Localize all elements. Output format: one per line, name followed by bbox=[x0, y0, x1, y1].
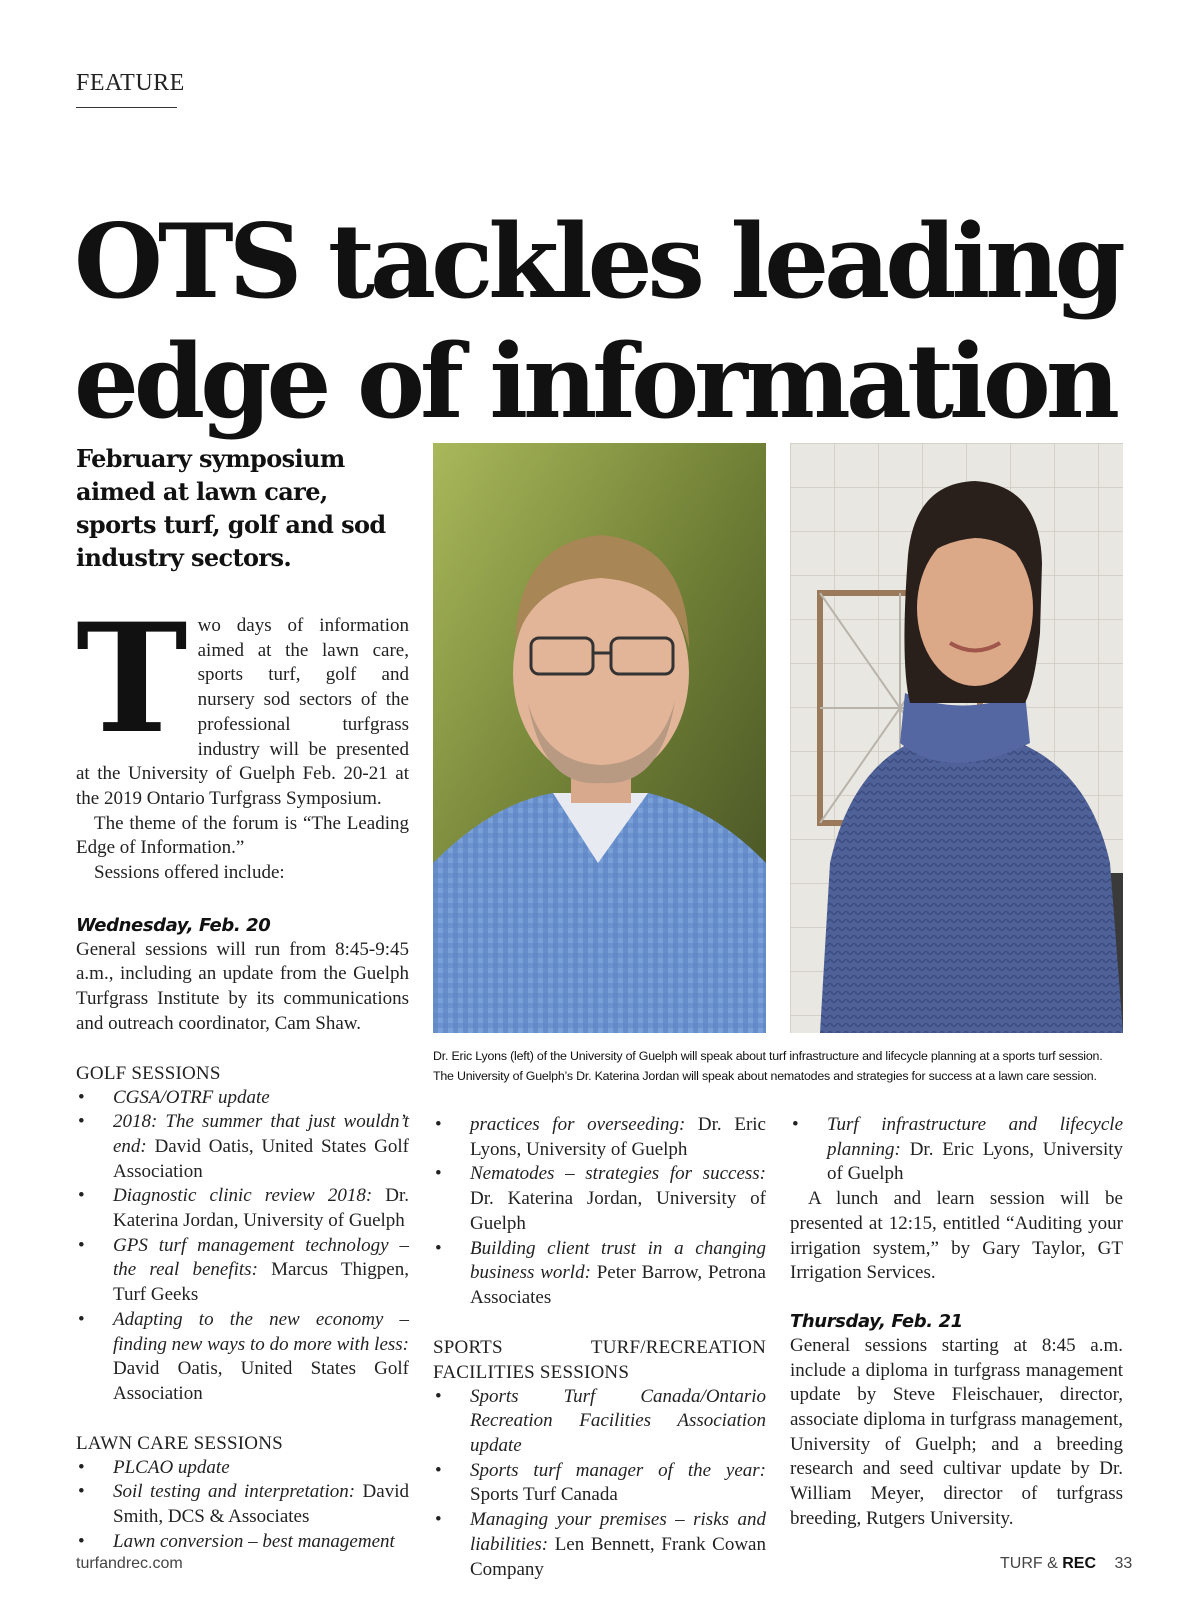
sports-turf-sessions-list-continued bbox=[790, 1113, 1123, 1187]
session-speaker: Dr. Eric Lyons, University of Guelph bbox=[470, 1114, 766, 1160]
sessions-intro: Sessions offered include: bbox=[94, 862, 285, 884]
section-rule bbox=[76, 107, 177, 108]
session-title: Diagnostic clinic review 2018: bbox=[113, 1185, 373, 1207]
session-title: CGSA/OTRF update bbox=[113, 1086, 270, 1108]
session-speaker: Dr. Katerina Jordan, University of Guelph bbox=[470, 1188, 766, 1234]
section-label: FEATURE bbox=[76, 70, 185, 96]
list-item bbox=[433, 1508, 766, 1582]
golf-sessions-heading: GOLF SESSIONS bbox=[76, 1062, 221, 1084]
session-title: Turf infrastructure and lifecycle planning: bbox=[827, 1114, 1123, 1160]
session-title: PLCAO update bbox=[113, 1456, 230, 1478]
sports-turf-sessions-list bbox=[433, 1385, 766, 1583]
golf-sessions-list bbox=[76, 1086, 409, 1407]
magazine-name-part: TURF & bbox=[1000, 1555, 1063, 1572]
dropcap: T bbox=[76, 591, 188, 767]
lawn-care-sessions-list bbox=[76, 1456, 409, 1555]
theme-paragraph: The theme of the forum is “The Leading Edge of Information.” bbox=[76, 812, 409, 859]
sports-turf-sessions-heading: SPORTS TURF/RECREATION FACILITIES SESSIONS bbox=[433, 1336, 766, 1383]
session-speaker: Marcus Thigpen, Turf Geeks bbox=[113, 1259, 409, 1306]
lunch-and-learn-paragraph: A lunch and learn session will be presented at 12:15, entitled “Auditing your irrigation system,” by Gary Taylor, GT Irrigation Services. bbox=[790, 1188, 1123, 1284]
list-item bbox=[433, 1237, 766, 1311]
page-number: 33 bbox=[1114, 1555, 1133, 1572]
session-title: Adapting to the new economy – finding new ways to do more with less: bbox=[113, 1308, 409, 1355]
list-item bbox=[433, 1162, 766, 1236]
thursday-text: General sessions starting at 8:45 a.m. include a diploma in turfgrass management update by Steve Fleischauer, director, associate diploma in turfgrass management, University of Guelph; and a breeding research and seed cultivar update by Dr. William Meyer, director of turfgrass breeding, Rutgers University. bbox=[790, 1334, 1123, 1529]
photo-katerina-jordan bbox=[790, 443, 1123, 1033]
session-speaker: Sports Turf Canada bbox=[470, 1484, 618, 1506]
session-speaker: David Smith, DCS & Associates bbox=[113, 1481, 409, 1528]
session-title: Managing your premises – risks and liabilities: bbox=[470, 1509, 766, 1555]
lawn-care-sessions-list-continued bbox=[433, 1113, 766, 1311]
session-speaker: Peter Barrow, Petrona Associates bbox=[470, 1262, 766, 1308]
list-item bbox=[76, 1308, 409, 1407]
thursday-heading: Thursday, Feb. 21 bbox=[790, 1310, 963, 1332]
footer-website: turfandrec.com bbox=[76, 1555, 183, 1572]
portrait-woman-image bbox=[790, 443, 1123, 1033]
list-item bbox=[433, 1459, 766, 1508]
photo-caption: Dr. Eric Lyons (left) of the University of Guelph will speak about turf infrastructure and lifecycle planning at a sports turf session. The University of Guelph’s Dr. Katerina Jordan will speak about nematodes and strategies for success at a lawn care session. bbox=[433, 1049, 1103, 1083]
session-speaker: David Oatis, United States Golf Association bbox=[113, 1135, 409, 1182]
list-item bbox=[76, 1184, 409, 1233]
wednesday-text: General sessions will run from 8:45-9:45 a.m., including an update from the Guelph Turfgrass Institute by its communications and outreach coordinator, Cam Shaw. bbox=[76, 938, 409, 1034]
deck: February symposium aimed at lawn care, sports turf, golf and sod industry sectors. bbox=[76, 444, 386, 572]
list-item bbox=[433, 1385, 766, 1459]
list-item bbox=[76, 1480, 409, 1529]
list-item bbox=[76, 1530, 409, 1555]
session-title: Building client trust in a changing business world: bbox=[470, 1237, 766, 1284]
session-speaker: Dr. Katerina Jordan, University of Guelph bbox=[113, 1185, 410, 1232]
list-item-continued bbox=[433, 1113, 766, 1162]
intro-text: wo days of information aimed at the lawn care, sports turf, golf and nursery sod sectors of the professional turfgrass industry will be presented at the University of Guelph Feb. 20-21 at the 2019 Ontario Turfgrass Symposium. bbox=[76, 615, 409, 809]
session-title: 2018: The summer that just wouldn’t end: bbox=[113, 1111, 409, 1157]
portrait-man-image bbox=[433, 443, 766, 1033]
column-1 bbox=[76, 591, 410, 1555]
footer-magazine bbox=[1000, 1555, 1132, 1573]
column-2 bbox=[433, 1113, 766, 1582]
intro-paragraph bbox=[76, 591, 409, 812]
session-title: Soil testing and interpretation: bbox=[113, 1481, 356, 1503]
session-speaker: David Oatis, United States Golf Association bbox=[113, 1358, 409, 1404]
session-title: Sports turf manager of the year: bbox=[470, 1459, 766, 1481]
magazine-name-bold: REC bbox=[1062, 1555, 1096, 1572]
session-speaker: Len Bennett, Frank Cowan Company bbox=[470, 1533, 766, 1580]
list-item bbox=[76, 1110, 409, 1184]
list-item bbox=[790, 1113, 1123, 1187]
session-title: Sports Turf Canada/Ontario Recreation Facilities Association update bbox=[470, 1385, 766, 1457]
session-title: Lawn conversion – best management bbox=[113, 1530, 395, 1552]
wednesday-heading: Wednesday, Feb. 20 bbox=[76, 914, 271, 936]
list-item bbox=[76, 1234, 409, 1308]
session-title: practices for overseeding: bbox=[470, 1114, 686, 1135]
list-item bbox=[76, 1456, 409, 1481]
headline: OTS tackles leading edge of information bbox=[74, 202, 1121, 442]
session-title: Nematodes – strategies for success: bbox=[470, 1163, 766, 1185]
column-3 bbox=[790, 1113, 1123, 1532]
lawn-care-sessions-heading: LAWN CARE SESSIONS bbox=[76, 1432, 283, 1454]
session-title: GPS turf management technology – the real benefits: bbox=[113, 1234, 409, 1281]
photo-eric-lyons bbox=[433, 443, 766, 1033]
session-speaker: Dr. Eric Lyons, University of Guelph bbox=[827, 1138, 1123, 1185]
list-item bbox=[76, 1086, 409, 1111]
